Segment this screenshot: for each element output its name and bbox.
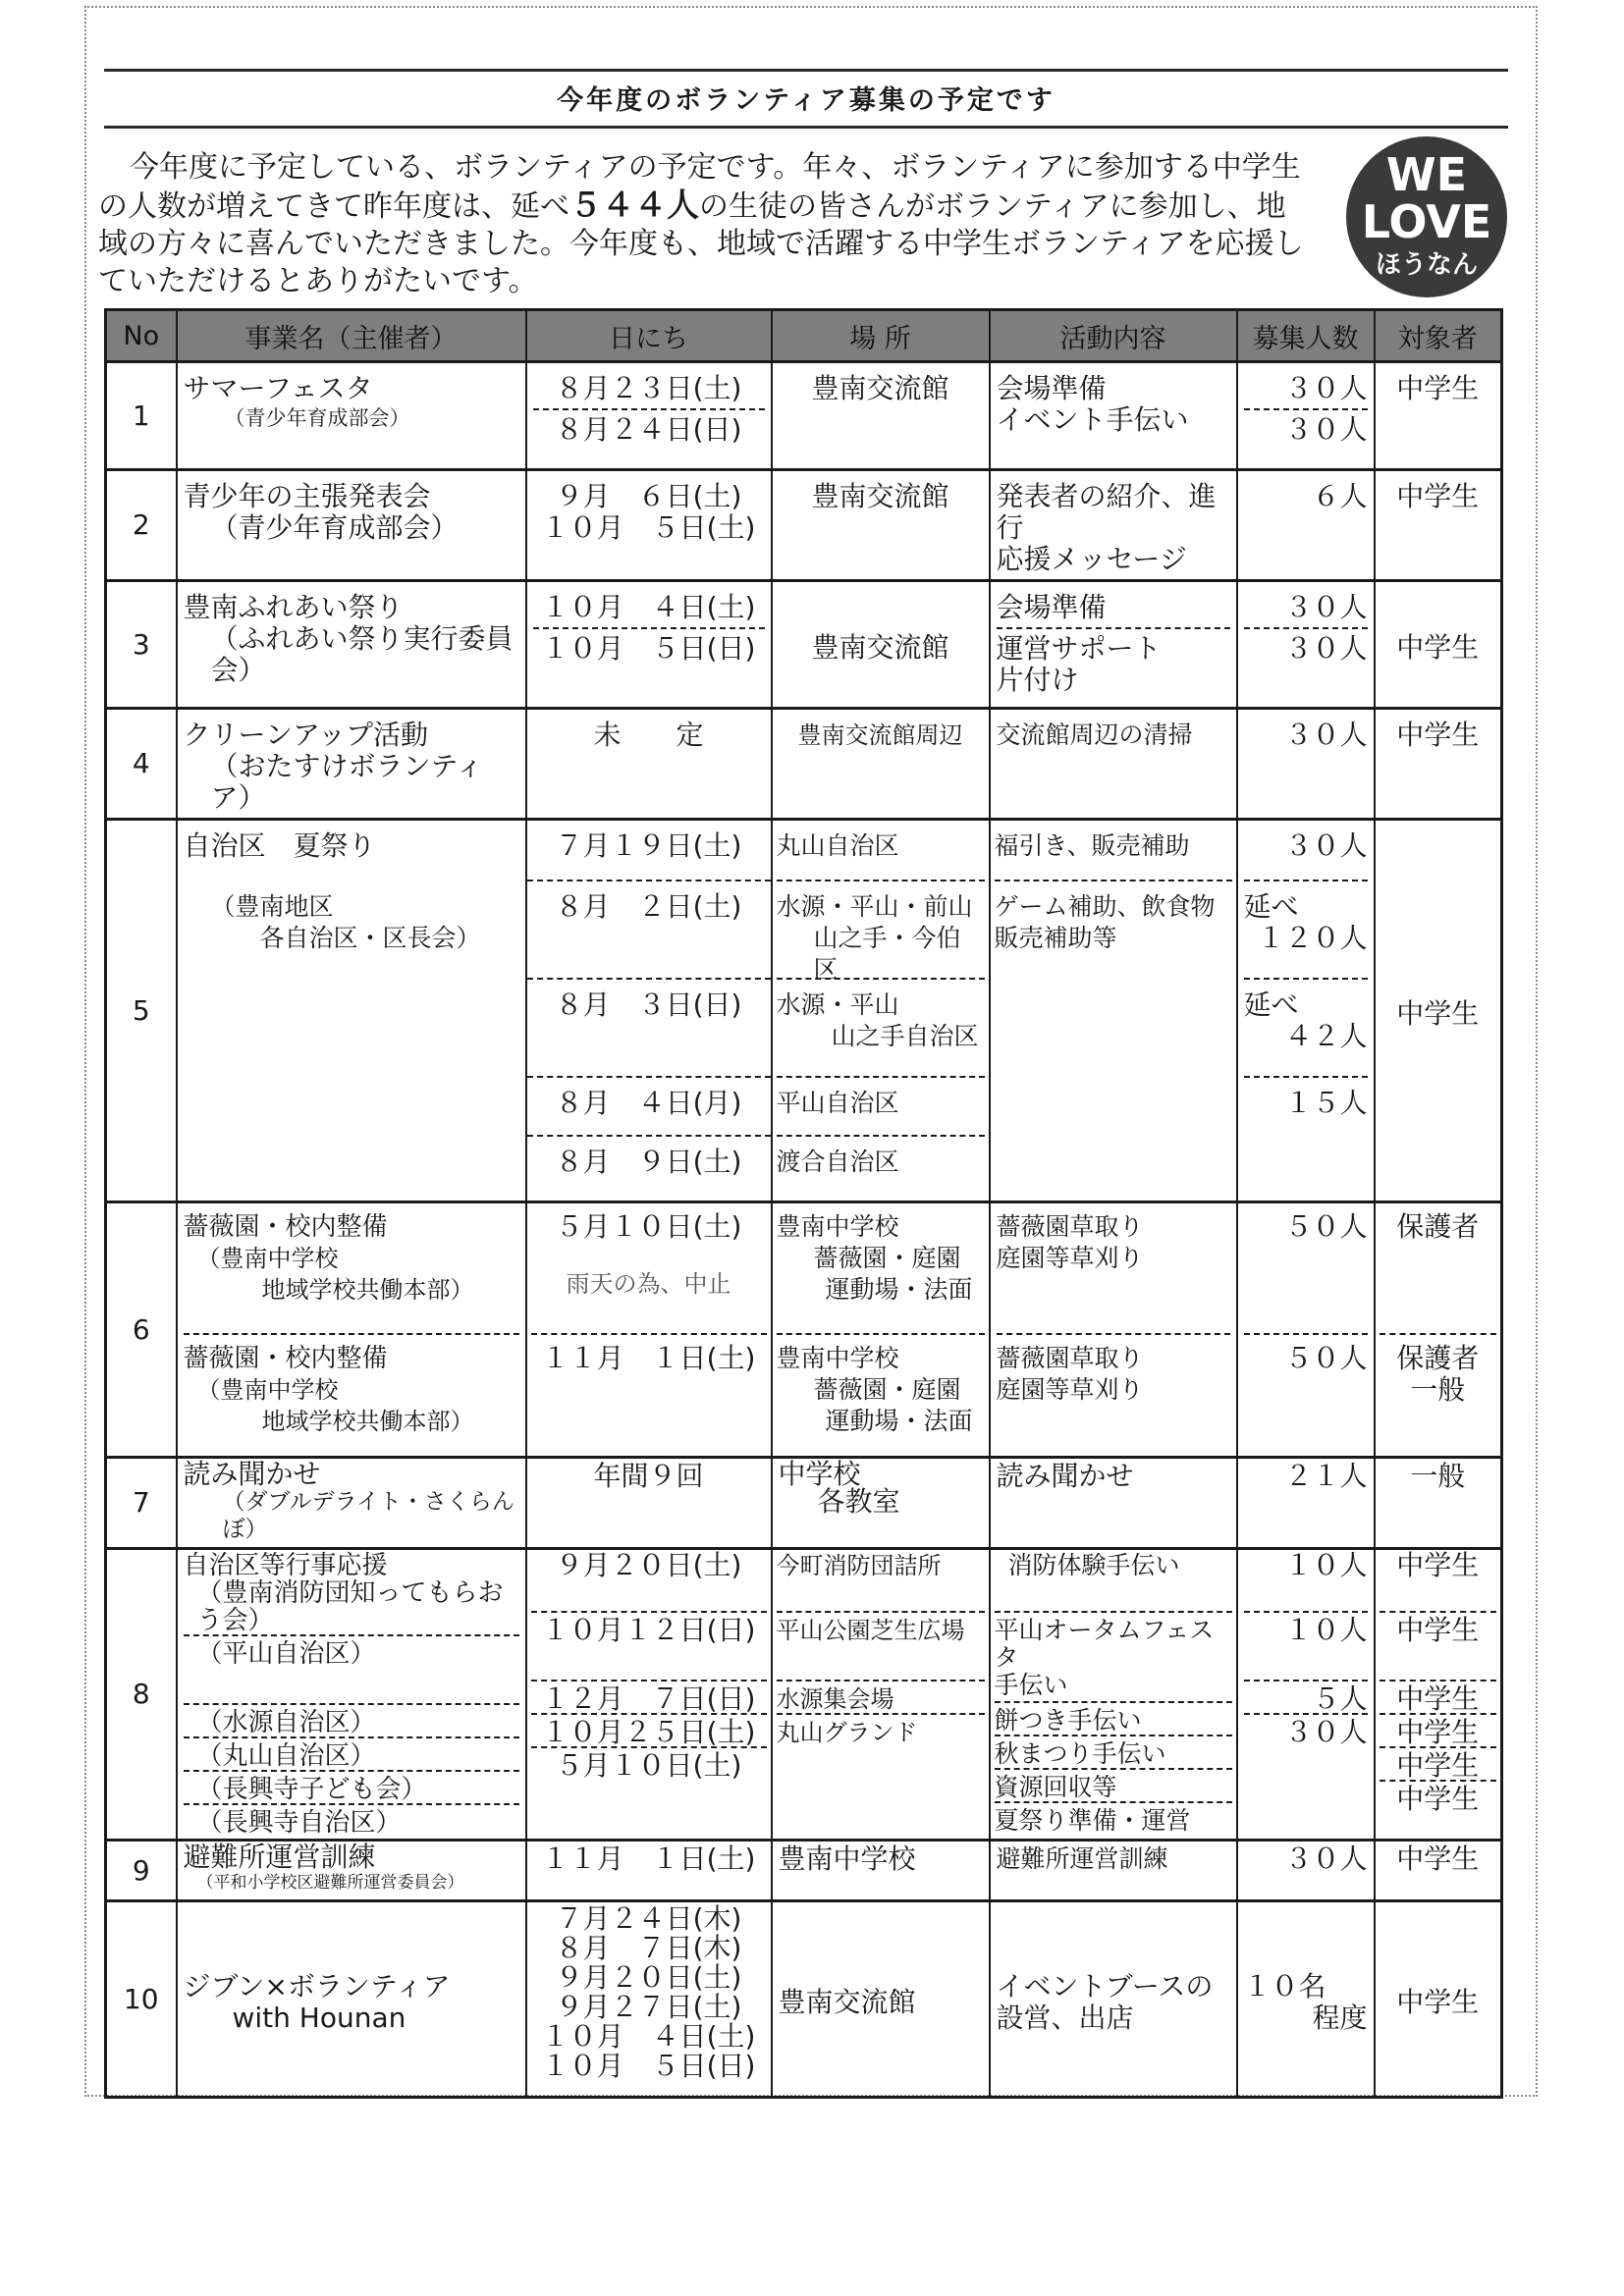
place-line: 薔薇園・庭園 — [813, 1375, 961, 1404]
event-cell — [177, 1202, 526, 1458]
col-header-target: 対象者 — [1375, 310, 1502, 362]
place-line: 運動場・法面 — [825, 1407, 973, 1435]
count: ３０人 — [1244, 408, 1368, 446]
table-row — [106, 709, 1502, 820]
activity: 餅つき手伝い — [995, 1701, 1232, 1735]
count — [1244, 978, 1368, 1076]
place: 水源集会場 — [777, 1680, 985, 1713]
organizer: （豊南地区 — [210, 892, 334, 921]
date: １０月 ５日(日) — [541, 2050, 756, 2082]
date: ９月２０日(土) — [555, 1549, 742, 1581]
table-row — [106, 1458, 1502, 1549]
activity-cell — [990, 1901, 1237, 2098]
table-row — [106, 1202, 1502, 1458]
count-cell — [1237, 581, 1375, 709]
place-cell — [772, 820, 990, 1202]
count-cell — [1237, 820, 1375, 1202]
event-cell — [177, 1901, 526, 2098]
row-number: 10 — [106, 1901, 177, 2098]
intro-paragraph — [98, 149, 1306, 300]
volunteer-schedule-table — [104, 308, 1503, 2099]
activity: 設営、出店 — [996, 2001, 1134, 2034]
place-cell — [772, 1202, 990, 1458]
date-cell — [526, 820, 772, 1202]
date: １０月 ４日(土) — [541, 2020, 756, 2053]
place-line: 中学校 — [778, 1458, 861, 1490]
col-header-date: 日にち — [526, 310, 772, 362]
sub-organizer: （平山自治区） — [184, 1634, 519, 1703]
event-cell — [177, 1841, 526, 1901]
count: １０人 — [1284, 1549, 1368, 1581]
table-row — [106, 362, 1502, 470]
target: 中学生 — [1380, 1746, 1497, 1780]
row-number: 3 — [106, 581, 177, 709]
count: ５０人 — [1244, 1333, 1368, 1449]
count: ３０人 — [1284, 829, 1368, 862]
activity-cell: 読み聞かせ — [990, 1458, 1237, 1549]
count: ３０人 — [1244, 627, 1368, 665]
event-name: 自治区 夏祭り — [183, 829, 376, 862]
sub-organizer: （丸山自治区） — [184, 1736, 519, 1770]
date: ５月１０日(土) — [555, 1210, 742, 1243]
activity: ゲーム補助、飲食物販売補助等 — [995, 880, 1232, 978]
activity: イベントブースの — [996, 1969, 1214, 2002]
activity: 資源回収等 — [995, 1768, 1232, 1801]
place-line: 各教室 — [817, 1485, 900, 1518]
count-prefix: 延べ — [1243, 988, 1299, 1021]
organizer: （青少年育成部会） — [210, 511, 459, 544]
col-header-count: 募集人数 — [1237, 310, 1375, 362]
row-number: 4 — [106, 709, 177, 820]
target: 中学生 — [1380, 1611, 1497, 1680]
organizer: （ダブルデライト・さくらんぼ） — [222, 1489, 514, 1542]
place-cell — [772, 1549, 990, 1841]
target-cell: 中学生 — [1375, 470, 1502, 581]
row-number: 6 — [106, 1202, 177, 1458]
count: １０名 — [1243, 1969, 1326, 2002]
event-cell — [177, 709, 526, 820]
count-cell: ２１人 — [1237, 1458, 1375, 1549]
date-cell — [526, 1202, 772, 1458]
place-line: 山之手・今伯区 — [813, 924, 961, 984]
activity: 手伝い — [994, 1671, 1068, 1699]
date: １２月 ７日(日) — [531, 1680, 767, 1713]
place: 今町消防団詰所 — [776, 1552, 942, 1579]
place-cell: 豊南中学校 — [772, 1841, 990, 1901]
activity-cell — [990, 1202, 1237, 1458]
col-header-event: 事業名（主催者） — [177, 310, 526, 362]
date: ８月 ９日(土) — [527, 1135, 771, 1194]
logo-love: LOVE — [1361, 195, 1492, 248]
activity-cell — [990, 470, 1237, 581]
place: 渡合自治区 — [777, 1135, 985, 1194]
date-cell — [526, 581, 772, 709]
col-header-no: No — [106, 310, 177, 362]
date: ８月 ４日(月) — [527, 1076, 771, 1135]
target-cell: 中学生 — [1375, 1901, 1502, 2098]
row-number: 9 — [106, 1841, 177, 1901]
target-cell: 中学生 — [1375, 709, 1502, 820]
activity: イベント手伝い — [996, 403, 1189, 436]
intro-highlight: ５４４人 — [569, 186, 699, 224]
place-line: 豊南中学校 — [776, 1212, 899, 1241]
count-cell — [1237, 1901, 1375, 2098]
intro-text-before: 今年度に予定している、ボランティアの予定です。年々、ボランティアに参加する中学生の人数が増えてきて昨年度は、延べ — [98, 150, 1301, 224]
organizer: （豊南中学校 — [196, 1376, 339, 1404]
event-name: 豊南ふれあい祭り — [183, 591, 404, 623]
count-value: １２０人 — [1257, 922, 1368, 954]
event-name: サマーフェスタ — [183, 372, 373, 404]
count — [1244, 880, 1368, 978]
activity: 消防体験手伝い — [1007, 1551, 1180, 1579]
activity: 運営サポート — [997, 627, 1230, 665]
event-cell — [177, 581, 526, 709]
count: ３０人 — [1244, 1713, 1368, 1746]
organizer: 地域学校共働本部） — [261, 1408, 474, 1435]
target: 中学生 — [1396, 1549, 1480, 1581]
activity-cell — [990, 581, 1237, 709]
table-row — [106, 581, 1502, 709]
activity: 秋まつり手伝い — [995, 1735, 1232, 1768]
count: ５０人 — [1284, 1210, 1368, 1243]
date: ９月２０日(土) — [555, 1961, 742, 1994]
organizer: （豊南中学校 — [196, 1245, 339, 1272]
event-cell — [177, 1458, 526, 1549]
activity: 庭園等草刈り — [996, 1244, 1144, 1272]
count: １５人 — [1244, 1076, 1368, 1135]
date: ８月２４日(日) — [533, 408, 765, 446]
target-cell — [1375, 1549, 1502, 1841]
count-cell — [1237, 1202, 1375, 1458]
organizer: 地域学校共働本部） — [261, 1276, 474, 1304]
count-cell — [1237, 362, 1375, 470]
table-row — [106, 1841, 1502, 1901]
event-name: 自治区等行事応援 — [183, 1551, 388, 1580]
event-name: 避難所運営訓練 — [183, 1841, 376, 1873]
place-line: 水源・平山・前山 — [776, 892, 973, 921]
event-cell — [177, 362, 526, 470]
activity-cell — [990, 820, 1237, 1202]
event-name: 薔薇園・校内整備 — [183, 1344, 388, 1373]
target: 保護者 — [1396, 1342, 1480, 1374]
target-cell: 中学生 — [1375, 820, 1502, 1202]
place: 丸山自治区 — [776, 831, 899, 860]
count-cell: ６人 — [1237, 470, 1375, 581]
heading-rule-top — [104, 69, 1508, 72]
row-number: 7 — [106, 1458, 177, 1549]
date-cell: 未 定 — [526, 709, 772, 820]
activity: 会場準備 — [996, 591, 1107, 623]
date: ９月２７日(土) — [555, 1991, 742, 2023]
activity-cell — [990, 362, 1237, 470]
event-cell — [177, 820, 526, 1202]
col-header-activity: 活動内容 — [990, 310, 1237, 362]
target-cell: 中学生 — [1375, 1841, 1502, 1901]
place-line: 薔薇園・庭園 — [813, 1244, 961, 1272]
activity: 薔薇園草取り — [996, 1212, 1144, 1241]
activity: 夏祭り準備・運営 — [995, 1801, 1232, 1835]
place — [777, 978, 985, 1076]
place: 平山自治区 — [777, 1076, 985, 1135]
table-row — [106, 470, 1502, 581]
place — [776, 880, 985, 984]
target: 中学生 — [1380, 1713, 1497, 1746]
event-name: 薔薇園・校内整備 — [183, 1212, 388, 1242]
date: ８月 ７日(木) — [555, 1932, 742, 1964]
date-cell: １１月 １日(土) — [526, 1841, 772, 1901]
row-number: 5 — [106, 820, 177, 1202]
place-cell: 豊南交流館 — [772, 1901, 990, 2098]
activity: 庭園等草刈り — [996, 1375, 1144, 1404]
count: ３０人 — [1284, 591, 1368, 623]
place-line: 山之手自治区 — [831, 1022, 979, 1050]
activity-cell — [990, 1549, 1237, 1841]
table-row — [106, 1901, 1502, 2098]
sub-organizer: （水源自治区） — [184, 1703, 519, 1736]
count-cell: ３０人 — [1237, 1841, 1375, 1901]
date: １０月 ５日(土) — [541, 511, 756, 544]
place-line: 運動場・法面 — [825, 1275, 973, 1304]
target-cell: 中学生 — [1375, 581, 1502, 709]
place: 丸山グランド — [777, 1713, 985, 1746]
target: 中学生 — [1380, 1680, 1497, 1713]
cancel-note: 雨天の為、中止 — [566, 1270, 731, 1298]
row-number: 1 — [106, 362, 177, 470]
row-number: 2 — [106, 470, 177, 581]
target-cell — [1375, 1202, 1502, 1458]
date: ８月２３日(土) — [555, 372, 742, 404]
target-cell: 一般 — [1375, 1458, 1502, 1549]
organizer: （平和小学校区避難所運営委員会） — [196, 1873, 464, 1893]
logo-hounan: ほうなん — [1375, 250, 1479, 280]
date: １０月２５日(土) — [531, 1713, 767, 1746]
count: ５人 — [1244, 1680, 1368, 1713]
sub-organizer: （長興寺自治区） — [184, 1803, 519, 1837]
page-heading: 今年度のボランティア募集の予定です — [557, 85, 1056, 116]
event-cell — [177, 1549, 526, 1841]
target: 保護者 — [1396, 1210, 1480, 1243]
we-love-hounan-logo — [1343, 133, 1510, 300]
row-number: 8 — [106, 1549, 177, 1841]
activity: 応援メッセージ — [996, 543, 1187, 575]
event-name-line2: with Hounan — [232, 2001, 406, 2034]
organizer: （おたすけボランティア） — [210, 750, 484, 814]
date: １１月 １日(土) — [531, 1333, 767, 1449]
date: ５月１０日(土) — [531, 1746, 767, 1780]
table-row — [106, 1549, 1502, 1841]
organizer: （青少年育成部会） — [224, 406, 410, 430]
intro-text-after: の生徒の皆さんがボランティアに参加し、地域の方々に喜んでいただきました。今年度も、地域で活躍する中学生ボランティアを応援していただけるとありがたいです。 — [98, 189, 1304, 298]
date: ８月 ３日(日) — [527, 978, 771, 1076]
date: ７月１９日(土) — [555, 829, 742, 862]
col-header-place: 場 所 — [772, 310, 990, 362]
date-cell — [526, 362, 772, 470]
count-prefix: 延べ — [1243, 890, 1299, 923]
organizer: 各自治区・区長会） — [259, 924, 481, 952]
place-cell: 豊南交流館 — [772, 581, 990, 709]
organizer: （豊南消防団知ってもらおう会） — [196, 1578, 504, 1635]
event-cell — [177, 470, 526, 581]
place-line: 水源・平山 — [776, 990, 899, 1019]
date: ８月 ２日(土) — [527, 880, 771, 978]
target: 中学生 — [1380, 1780, 1497, 1813]
date: １０月１２日(日) — [531, 1611, 767, 1680]
logo-we: WE — [1385, 148, 1468, 201]
count-value: ４２人 — [1284, 1020, 1368, 1052]
place-cell: 豊南交流館 — [772, 362, 990, 470]
date-cell — [526, 1549, 772, 1841]
date: ９月 ６日(土) — [555, 480, 742, 512]
place-cell — [772, 1458, 990, 1549]
count-suffix: 程度 — [1312, 2001, 1368, 2034]
activity: 片付け — [996, 664, 1079, 696]
place-line: 豊南中学校 — [776, 1344, 899, 1372]
table-header-row — [106, 310, 1502, 362]
count-cell — [1237, 1549, 1375, 1841]
activity-cell: 交流館周辺の清掃 — [990, 709, 1237, 820]
place-cell: 豊南交流館周辺 — [772, 709, 990, 820]
table-row — [106, 820, 1502, 1202]
event-name: 青少年の主張発表会 — [183, 480, 431, 512]
date: １０月 ５日(日) — [533, 627, 765, 665]
activity: 会場準備 — [996, 372, 1107, 404]
activity-cell: 避難所運営訓練 — [990, 1841, 1237, 1901]
organizer: （ふれあい祭り実行委員会） — [210, 622, 514, 686]
activity: 福引き、販売補助 — [994, 831, 1190, 860]
target: 一般 — [1410, 1373, 1466, 1406]
place-cell: 豊南交流館 — [772, 470, 990, 581]
target-cell: 中学生 — [1375, 362, 1502, 470]
count-cell: ３０人 — [1237, 709, 1375, 820]
date-cell — [526, 470, 772, 581]
activity: 平山オータムフェスタ — [995, 1611, 1232, 1672]
date: ７月２４日(木) — [555, 1902, 742, 1935]
event-name: 読み聞かせ — [183, 1458, 321, 1490]
activity: 薔薇園草取り — [996, 1344, 1144, 1372]
sub-organizer: （長興寺子ども会） — [184, 1770, 519, 1803]
event-name: クリーンアップ活動 — [183, 719, 428, 751]
count: ３０人 — [1284, 372, 1368, 404]
activity: 発表者の紹介、進行 — [996, 480, 1217, 544]
place: 平山公園芝生広場 — [777, 1611, 985, 1680]
date-cell: 年間９回 — [526, 1458, 772, 1549]
count: １０人 — [1244, 1611, 1368, 1680]
date: １０月 ４日(土) — [541, 591, 756, 623]
date-cell — [526, 1901, 772, 2098]
heading-rule-bottom — [104, 126, 1508, 129]
event-name: ジブン×ボランティア — [183, 1969, 451, 2002]
